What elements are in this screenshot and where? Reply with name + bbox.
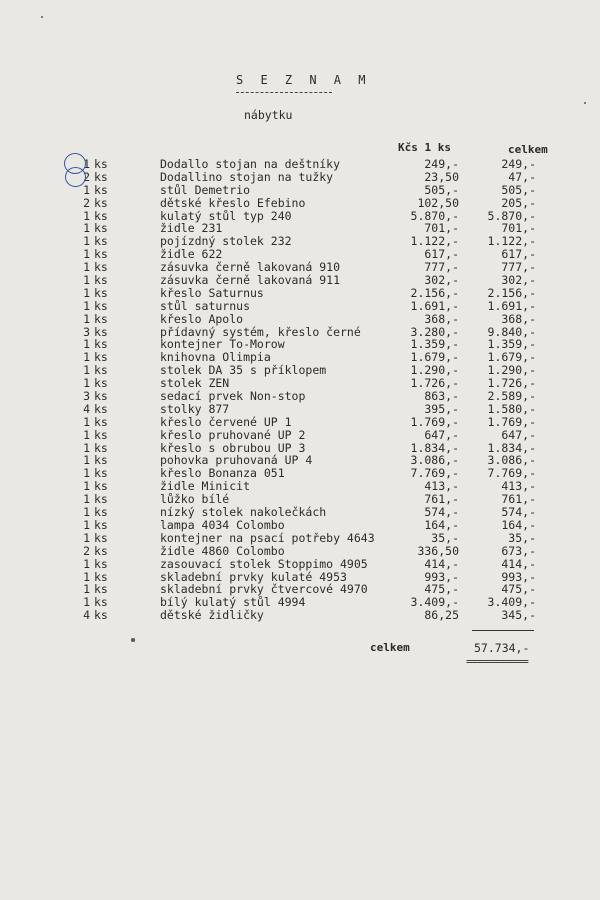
- item-unit: ks: [94, 389, 108, 404]
- item-total: 993,-: [501, 569, 536, 584]
- list-item: [0, 506, 600, 519]
- document-subtitle: nábytku: [244, 108, 293, 122]
- item-unit: ks: [94, 169, 108, 184]
- list-item: [0, 519, 600, 532]
- list-item: [0, 197, 600, 210]
- item-unit: ks: [94, 505, 108, 520]
- item-unit-price: 1.769,-: [410, 414, 459, 429]
- item-quantity: 1: [83, 157, 90, 171]
- item-quantity: 1: [83, 363, 90, 378]
- item-name: stolek ZEN: [160, 376, 230, 391]
- list-item: [0, 158, 600, 171]
- item-unit-price: 1.726,-: [410, 376, 459, 391]
- item-name: židle 4860 Colombo: [160, 543, 285, 558]
- item-total: 249,-: [501, 157, 536, 171]
- ink-speck: [584, 102, 586, 104]
- item-total: 1.769,-: [487, 414, 536, 429]
- item-unit: ks: [94, 414, 108, 429]
- item-quantity: 1: [83, 556, 90, 571]
- item-unit: ks: [94, 324, 108, 339]
- item-unit-price: 413,-: [424, 479, 459, 494]
- item-name: kulatý stůl typ 240: [160, 208, 292, 223]
- item-total: 1.691,-: [487, 298, 536, 313]
- list-item: [0, 558, 600, 571]
- item-unit: ks: [94, 466, 108, 481]
- item-unit: ks: [94, 285, 108, 300]
- item-name: přídavný systém, křeslo černé: [160, 324, 361, 339]
- item-name: nízký stolek nakolečkách: [160, 505, 327, 520]
- item-unit: ks: [94, 195, 108, 210]
- item-unit: ks: [94, 427, 108, 442]
- item-total: 302,-: [501, 273, 536, 288]
- item-quantity: 2: [83, 169, 90, 184]
- item-name: bílý kulatý stůl 4994: [160, 595, 306, 610]
- item-quantity: 1: [83, 530, 90, 545]
- item-name: křeslo Apolo: [160, 311, 244, 326]
- list-item: [0, 313, 600, 326]
- item-name: stůl saturnus: [160, 298, 251, 313]
- item-total: 7.769,-: [487, 466, 536, 481]
- item-unit: ks: [94, 401, 108, 416]
- item-unit-price: 1.834,-: [410, 440, 459, 455]
- item-unit: ks: [94, 517, 108, 532]
- item-unit: ks: [94, 608, 108, 623]
- item-name: stůl Demetrio: [160, 182, 251, 197]
- item-unit: ks: [94, 492, 108, 507]
- item-unit-price: 23,50: [424, 169, 459, 184]
- item-quantity: 1: [83, 505, 90, 520]
- item-unit-price: 35,-: [431, 530, 459, 545]
- item-total: 1.359,-: [487, 337, 536, 352]
- item-total: 777,-: [501, 260, 536, 275]
- item-name: židle 622: [160, 247, 223, 262]
- item-quantity: 1: [83, 234, 90, 249]
- item-unit: ks: [94, 363, 108, 378]
- item-unit: ks: [94, 453, 108, 468]
- item-total: 413,-: [501, 479, 536, 494]
- item-unit-price: 574,-: [424, 505, 459, 520]
- item-name: sedací prvek Non-stop: [160, 389, 306, 404]
- item-unit-price: 102,50: [417, 195, 459, 210]
- item-total: 701,-: [501, 221, 536, 236]
- item-total: 205,-: [501, 195, 536, 210]
- item-quantity: 1: [83, 517, 90, 532]
- item-quantity: 1: [83, 582, 90, 597]
- item-unit: ks: [94, 260, 108, 275]
- item-total: 2.589,-: [487, 389, 536, 404]
- item-unit: ks: [94, 350, 108, 365]
- item-total: 1.580,-: [487, 401, 536, 416]
- item-quantity: 1: [83, 453, 90, 468]
- item-quantity: 1: [83, 414, 90, 429]
- item-unit: ks: [94, 208, 108, 223]
- list-item: [0, 532, 600, 545]
- item-unit: ks: [94, 440, 108, 455]
- item-name: křeslo s obrubou UP 3: [160, 440, 306, 455]
- list-item: [0, 609, 600, 622]
- item-unit-price: 505,-: [424, 182, 459, 197]
- item-unit-price: 5.870,-: [410, 208, 459, 223]
- item-quantity: 1: [83, 466, 90, 481]
- item-unit-price: 3.086,-: [410, 453, 459, 468]
- item-quantity: 1: [83, 595, 90, 610]
- item-total: 5.870,-: [487, 208, 536, 223]
- item-quantity: 1: [83, 337, 90, 352]
- item-quantity: 1: [83, 311, 90, 326]
- sum-label: celkem: [370, 641, 410, 654]
- item-quantity: 3: [83, 324, 90, 339]
- item-unit: ks: [94, 376, 108, 391]
- item-total: 3.409,-: [487, 595, 536, 610]
- item-quantity: 1: [83, 569, 90, 584]
- item-total: 164,-: [501, 517, 536, 532]
- item-total: 1.834,-: [487, 440, 536, 455]
- item-total: 2.156,-: [487, 285, 536, 300]
- item-total: 1.290,-: [487, 363, 536, 378]
- item-name: zásuvka černě lakovaná 910: [160, 260, 341, 275]
- item-quantity: 1: [83, 298, 90, 313]
- item-unit: ks: [94, 337, 108, 352]
- item-total: 617,-: [501, 247, 536, 262]
- item-name: křeslo Bonanza 051: [160, 466, 285, 481]
- item-unit: ks: [94, 556, 108, 571]
- item-name: stolek DA 35 s příklopem: [160, 363, 327, 378]
- item-unit-price: 368,-: [424, 311, 459, 326]
- furniture-list: [0, 158, 600, 622]
- list-item: [0, 184, 600, 197]
- item-quantity: 4: [83, 401, 90, 416]
- item-quantity: 1: [83, 492, 90, 507]
- item-unit: ks: [94, 182, 108, 197]
- item-total: 647,-: [501, 427, 536, 442]
- item-total: 1.679,-: [487, 350, 536, 365]
- title-rule: [236, 92, 332, 93]
- item-unit: ks: [94, 157, 108, 171]
- item-quantity: 1: [83, 376, 90, 391]
- item-name: lůžko bílé: [160, 492, 230, 507]
- item-name: dětské křeslo Efebino: [160, 195, 306, 210]
- item-unit-price: 701,-: [424, 221, 459, 236]
- item-name: Dodallo stojan na deštníky: [160, 157, 341, 171]
- item-unit: ks: [94, 479, 108, 494]
- sum-double-underline: ===========: [466, 655, 528, 668]
- item-name: židle Minicit: [160, 479, 251, 494]
- item-name: křeslo červené UP 1: [160, 414, 292, 429]
- item-unit-price: 1.122,-: [410, 234, 459, 249]
- item-unit-price: 1.691,-: [410, 298, 459, 313]
- item-unit-price: 617,-: [424, 247, 459, 262]
- item-unit-price: 302,-: [424, 273, 459, 288]
- item-total: 673,-: [501, 543, 536, 558]
- item-name: Dodallino stojan na tužky: [160, 169, 334, 184]
- item-name: zásuvka černě lakovaná 911: [160, 273, 341, 288]
- item-quantity: 1: [83, 440, 90, 455]
- list-item: [0, 300, 600, 313]
- pen-circle-mark: [65, 167, 86, 187]
- item-name: dětské židličky: [160, 608, 264, 623]
- item-quantity: 1: [83, 350, 90, 365]
- item-total: 761,-: [501, 492, 536, 507]
- item-unit: ks: [94, 247, 108, 262]
- item-name: kontejner na psací potřeby 4643: [160, 530, 375, 545]
- item-total: 9.840,-: [487, 324, 536, 339]
- item-total: 47,-: [508, 169, 536, 184]
- item-unit-price: 86,25: [424, 608, 459, 623]
- sum-rule: [472, 630, 534, 631]
- item-total: 414,-: [501, 556, 536, 571]
- sum-value: 57.734,-: [474, 641, 530, 655]
- item-quantity: 1: [83, 427, 90, 442]
- list-item: [0, 171, 600, 184]
- item-total: 505,-: [501, 182, 536, 197]
- item-unit-price: 7.769,-: [410, 466, 459, 481]
- item-unit: ks: [94, 273, 108, 288]
- document-title: S E Z N A M: [236, 73, 371, 87]
- list-item: [0, 403, 600, 416]
- item-unit-price: 2.156,-: [410, 285, 459, 300]
- list-item: [0, 287, 600, 300]
- item-unit-price: 414,-: [424, 556, 459, 571]
- item-unit-price: 863,-: [424, 389, 459, 404]
- column-header-total: celkem: [508, 143, 548, 156]
- item-unit: ks: [94, 569, 108, 584]
- item-name: židle 231: [160, 221, 223, 236]
- item-total: 574,-: [501, 505, 536, 520]
- list-item: [0, 274, 600, 287]
- item-unit: ks: [94, 234, 108, 249]
- item-quantity: 3: [83, 389, 90, 404]
- item-unit-price: 395,-: [424, 401, 459, 416]
- item-total: 1.122,-: [487, 234, 536, 249]
- ink-speck: [131, 638, 135, 642]
- item-name: skladební prvky kulaté 4953: [160, 569, 347, 584]
- item-name: pohovka pruhovaná UP 4: [160, 453, 313, 468]
- item-unit: ks: [94, 530, 108, 545]
- item-unit-price: 1.679,-: [410, 350, 459, 365]
- item-unit: ks: [94, 298, 108, 313]
- list-item: [0, 390, 600, 403]
- item-unit-price: 1.359,-: [410, 337, 459, 352]
- item-unit-price: 761,-: [424, 492, 459, 507]
- item-total: 475,-: [501, 582, 536, 597]
- item-quantity: 4: [83, 608, 90, 623]
- item-name: křeslo pruhované UP 2: [160, 427, 306, 442]
- item-total: 345,-: [501, 608, 536, 623]
- item-unit-price: 3.280,-: [410, 324, 459, 339]
- ink-speck: [41, 16, 43, 18]
- item-quantity: 1: [83, 247, 90, 262]
- item-quantity: 1: [83, 208, 90, 223]
- item-quantity: 1: [83, 221, 90, 236]
- item-unit-price: 249,-: [424, 157, 459, 171]
- item-total: 368,-: [501, 311, 536, 326]
- item-name: pojízdný stolek 232: [160, 234, 292, 249]
- list-item: [0, 429, 600, 442]
- item-unit-price: 475,-: [424, 582, 459, 597]
- item-name: křeslo Saturnus: [160, 285, 264, 300]
- item-unit-price: 647,-: [424, 427, 459, 442]
- list-item: [0, 545, 600, 558]
- item-unit-price: 777,-: [424, 260, 459, 275]
- item-name: zasouvací stolek Stoppimo 4905: [160, 556, 368, 571]
- item-unit: ks: [94, 311, 108, 326]
- column-header-price: Kčs 1 ks: [398, 141, 451, 154]
- item-unit: ks: [94, 595, 108, 610]
- item-quantity: 1: [83, 273, 90, 288]
- item-unit-price: 3.409,-: [410, 595, 459, 610]
- item-unit-price: 993,-: [424, 569, 459, 584]
- item-quantity: 2: [83, 543, 90, 558]
- item-name: stolky 877: [160, 401, 230, 416]
- item-quantity: 2: [83, 195, 90, 210]
- item-name: skladební prvky čtvercové 4970: [160, 582, 368, 597]
- item-total: 1.726,-: [487, 376, 536, 391]
- item-quantity: 1: [83, 260, 90, 275]
- item-unit: ks: [94, 543, 108, 558]
- list-item: [0, 416, 600, 429]
- item-quantity: 1: [83, 285, 90, 300]
- item-total: 35,-: [508, 530, 536, 545]
- item-name: lampa 4034 Colombo: [160, 517, 285, 532]
- item-unit-price: 336,50: [417, 543, 459, 558]
- item-name: knihovna Olimpia: [160, 350, 271, 365]
- item-quantity: 1: [83, 182, 90, 197]
- item-unit: ks: [94, 221, 108, 236]
- item-quantity: 1: [83, 479, 90, 494]
- item-total: 3.086,-: [487, 453, 536, 468]
- item-name: kontejner To-Morow: [160, 337, 285, 352]
- item-unit-price: 1.290,-: [410, 363, 459, 378]
- item-unit-price: 164,-: [424, 517, 459, 532]
- item-unit: ks: [94, 582, 108, 597]
